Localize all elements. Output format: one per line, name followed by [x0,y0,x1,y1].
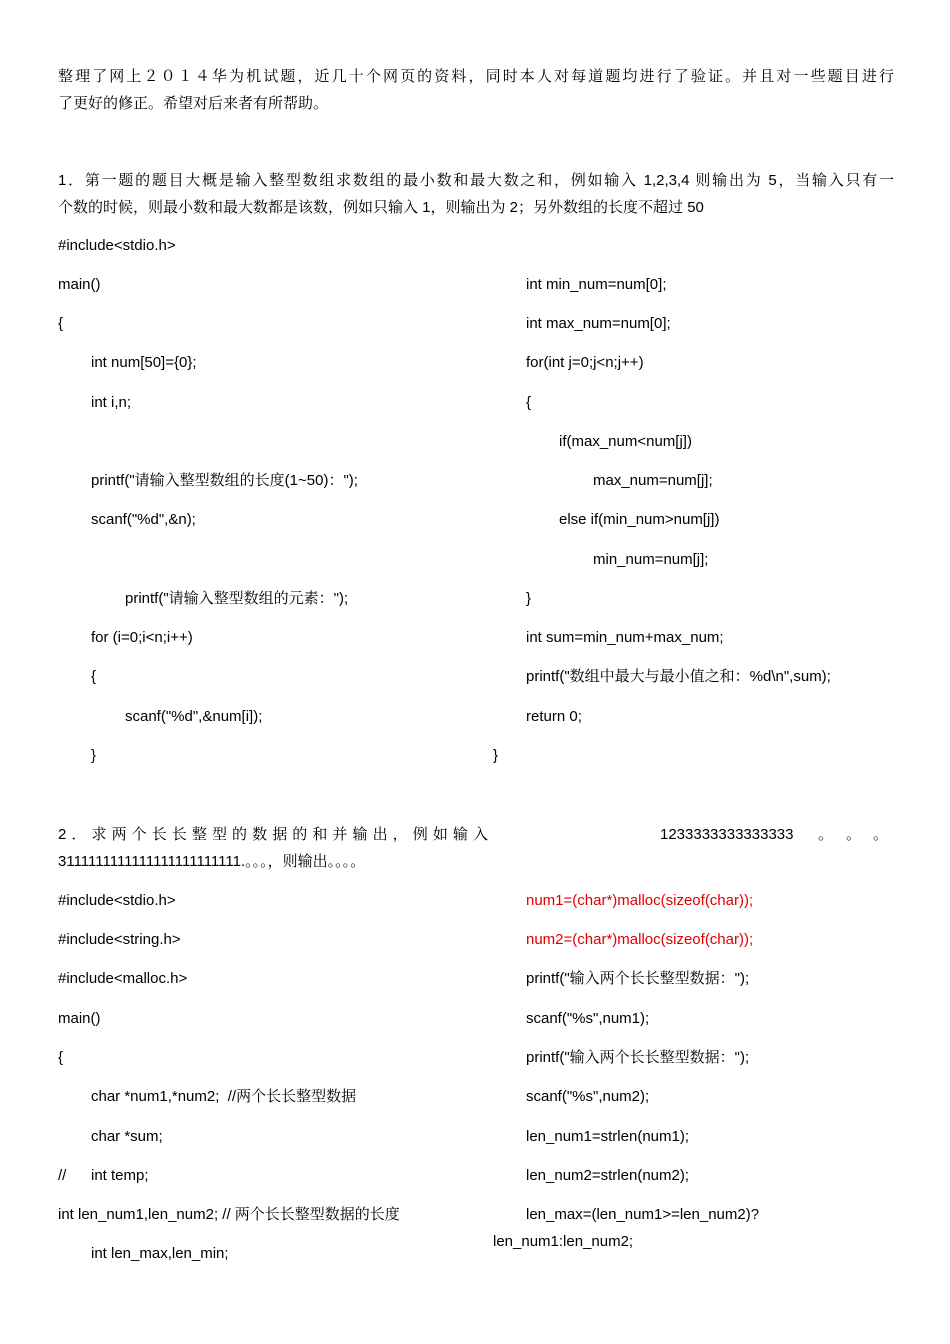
q1-description-line-2: 个数的时候，则最小数和最大数都是该数，例如只输入 1，则输出为 2；另外数组的长度不超过 50 [58,199,704,216]
q1-code-line: main() [58,276,101,293]
q2-description-dot: 。 [873,826,889,843]
q1-code-line: } [91,747,97,764]
q1-code-line: printf("请输入整型数组的元素："); [125,590,349,607]
q2-description-dot: 。 [846,826,862,843]
q2-code-line: len_max=(len_num1>=len_num2)? [526,1206,760,1223]
q2-code-line: #include<stdio.h> [58,892,176,909]
q2-code-line: #include<string.h> [58,931,181,948]
q2-code-line: { [58,1049,64,1066]
q2-code-line: printf("输入两个长长整型数据："); [526,970,750,987]
q1-code-line: min_num=num[j]; [593,551,709,568]
q1-code-line: for (i=0;i<n;i++) [91,629,193,646]
q2-code-line: main() [58,1010,101,1027]
q1-code-line: max_num=num[j]; [593,472,713,489]
intro-line-2: 了更好的修正。希望对后来者有所帮助。 [58,95,329,112]
q2-description-dot: 。 [818,826,834,843]
q1-include: #include<stdio.h> [58,237,176,254]
q2-code-line: char *num1,*num2; //两个长长整型数据 [91,1088,357,1105]
q2-code-line: int len_num1,len_num2; // 两个长长整型数据的长度 [58,1206,400,1223]
q2-code-line: scanf("%s",num2); [526,1088,650,1105]
q2-code-line-highlighted: num2=(char*)malloc(sizeof(char)); [526,931,754,948]
q2-code-line: char *sum; [91,1128,163,1145]
q1-code-line: for(int j=0;j<n;j++) [526,354,644,371]
q1-code-line: { [58,315,64,332]
q2-description-line-2: 3111111111111111111111111.。。。，则输出。。。。 [58,853,366,870]
q2-description-part: 2．求两个长长整型的数据的和并输出，例如输入 [58,826,488,843]
q1-code-line: printf("数组中最大与最小值之和：%d\n",sum); [526,668,831,685]
intro-line-1: 整理了网上２０１４华为机试题，近几十个网页的资料，同时本人对每道题均进行了验证。并且对一些题目进行 [58,68,894,85]
q1-code-line: int sum=min_num+max_num; [526,629,724,646]
q1-code-line: } [493,747,499,764]
q2-code-line: int temp; [91,1167,149,1184]
q1-code-line: int i,n; [91,394,132,411]
q2-code-line-highlighted: num1=(char*)malloc(sizeof(char)); [526,892,754,909]
q1-code-line: { [526,394,532,411]
q1-code-line: scanf("%d",&n); [91,511,196,528]
q1-description-line-1: 1．第一题的题目大概是输入整型数组求数组的最小数和最大数之和，例如输入 1,2,3,4 则输出为 5，当输入只有一 [58,172,894,189]
q2-code-line: int len_max,len_min; [91,1245,229,1262]
q2-description-number: 1233333333333333 [660,826,794,843]
q2-code-comment-marker: // [58,1167,67,1184]
q1-code-line: int num[50]={0}; [91,354,197,371]
q1-code-line: printf("请输入整型数组的长度(1~50)："); [91,472,358,489]
q1-code-line: scanf("%d",&num[i]); [125,708,263,725]
q1-code-line: return 0; [526,708,582,725]
q1-code-line: } [526,590,532,607]
q2-code-line: #include<malloc.h> [58,970,188,987]
q1-code-line: int min_num=num[0]; [526,276,667,293]
q2-code-line: len_num1=strlen(num1); [526,1128,690,1145]
q1-code-line: if(max_num<num[j]) [559,433,692,450]
q2-code-line: printf("输入两个长长整型数据："); [526,1049,750,1066]
q1-code-line: int max_num=num[0]; [526,315,671,332]
q2-code-line: scanf("%s",num1); [526,1010,650,1027]
q2-code-line: len_num2=strlen(num2); [526,1167,690,1184]
q1-code-line: else if(min_num>num[j]) [559,511,720,528]
q1-code-line: { [91,668,97,685]
q2-code-line: len_num1:len_num2; [493,1233,634,1250]
